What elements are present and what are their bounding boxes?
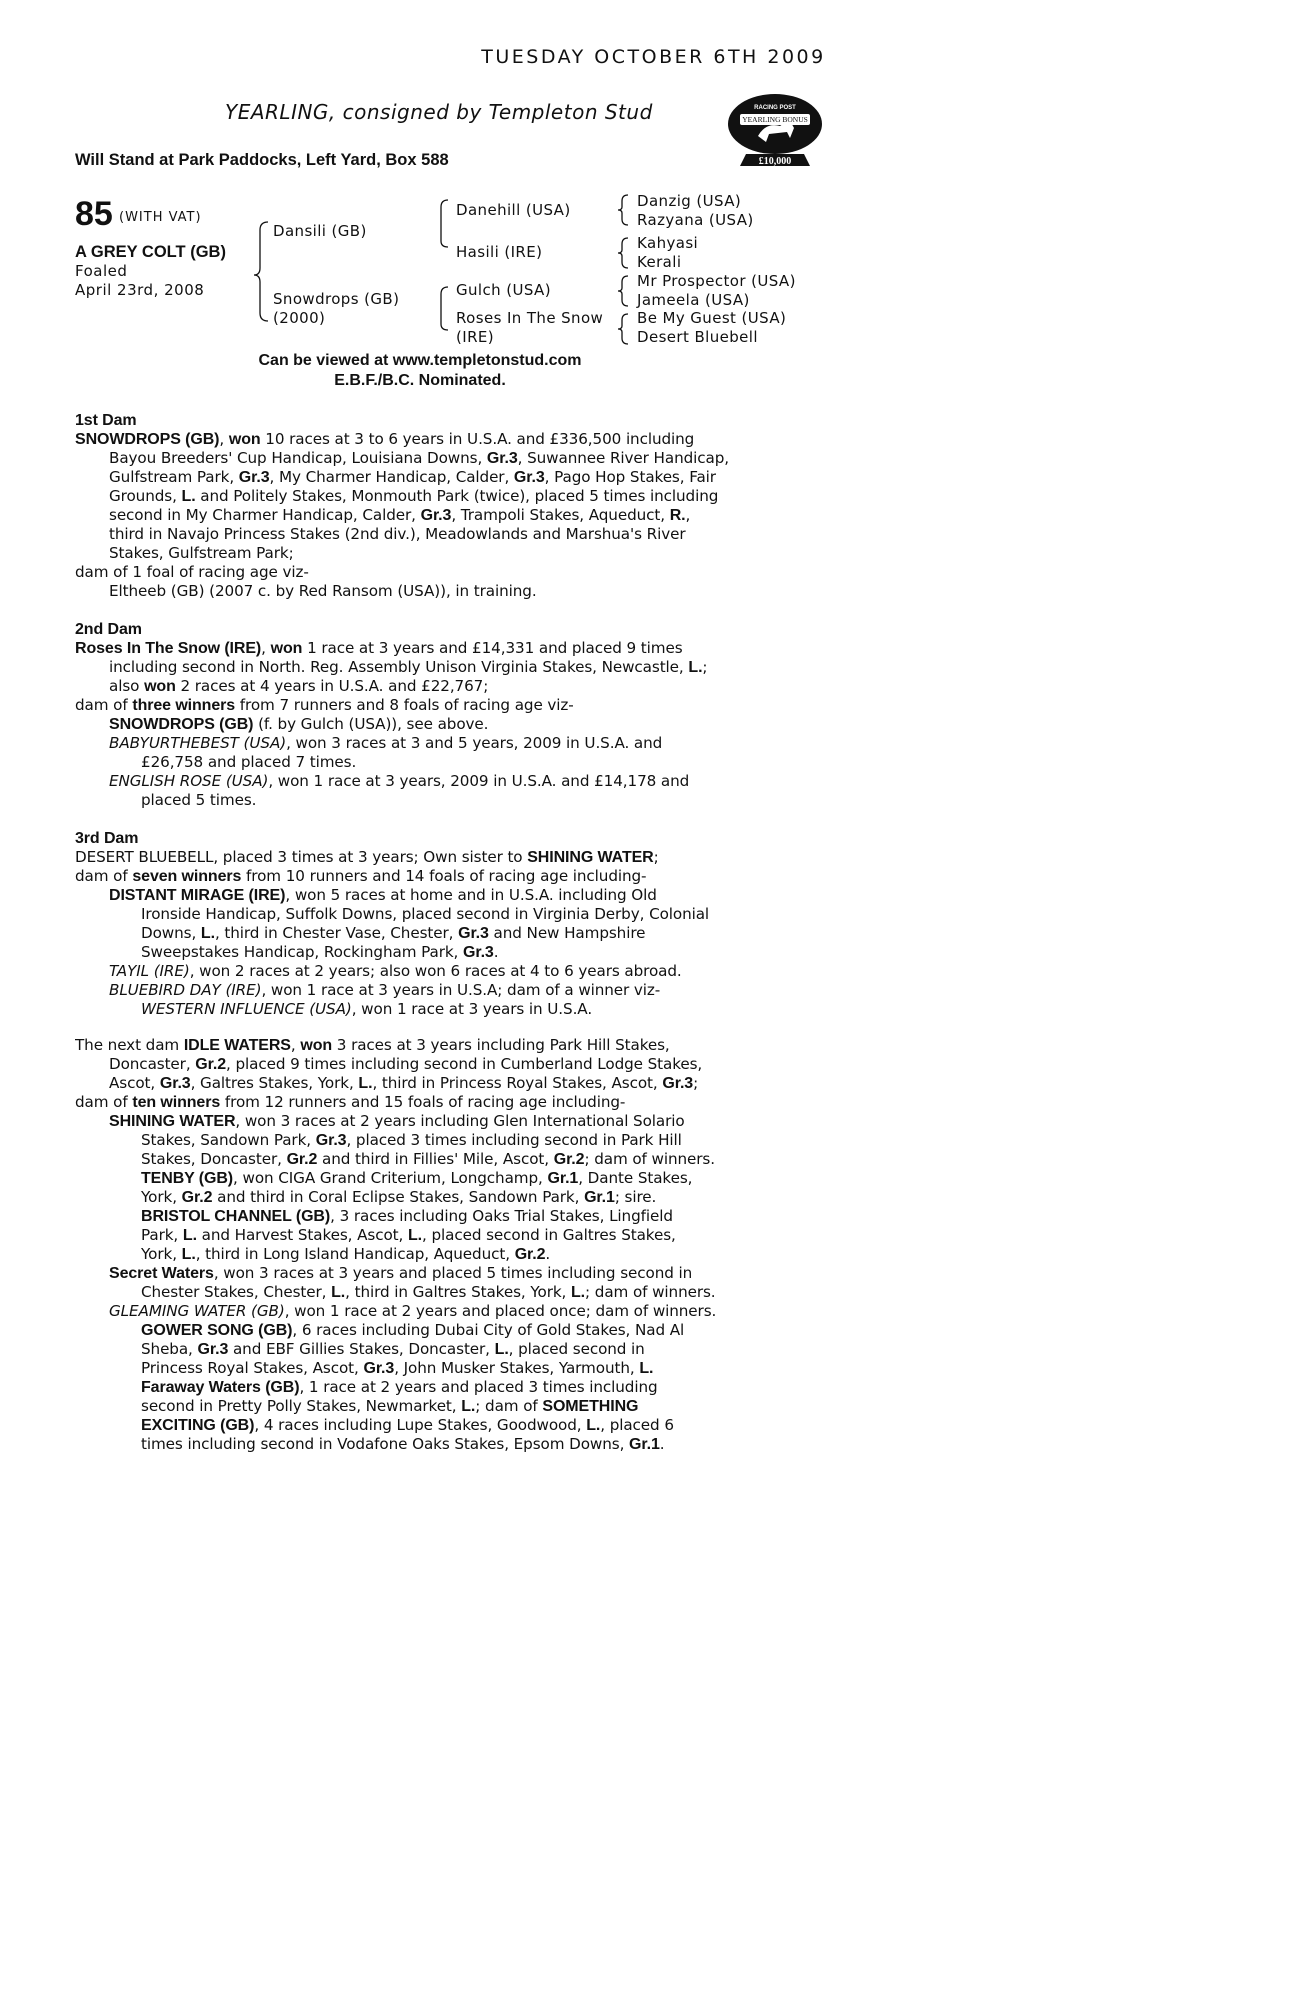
text-run: , 3 races including Oaks Trial Stakes, Lingfield [330,1207,673,1225]
text-line [75,449,755,468]
dam2-heading: 2nd Dam [75,621,142,638]
text-run: , Trampoli Stakes, Aqueduct, [451,506,670,524]
section-dam1 [75,411,755,601]
text-run: 10 races at 3 to 6 years in U.S.A. and £336,500 including [260,430,695,448]
text-run: Gulfstream Park, [109,468,239,486]
bold-text: won [270,640,303,657]
dam1-heading: 1st Dam [75,412,137,429]
foaled-label: Foaled [75,262,128,280]
text-run: ; [693,1074,699,1092]
text-line [75,658,755,677]
bold-text: SHINING WATER [527,849,654,866]
section-dam3 [75,829,755,1019]
pedigree-dsd: Jameela (USA) [637,291,750,309]
bold-text: won [228,431,261,448]
text-run: , won 1 race at 3 years, 2009 in U.S.A. and £14,178 and [268,772,690,790]
pedigree-sdd: Kerali [637,253,682,271]
text-run: , won 1 race at 3 years in U.S.A. [351,1000,593,1018]
bold-text: SHINING WATER [109,1113,236,1130]
text-run: , third in Galtres Stakes, York, [345,1283,571,1301]
text-run: , placed 3 times including second in Park Hill [346,1131,682,1149]
pedigree-sire: Dansili (GB) [273,222,367,240]
text-run: placed 5 times. [141,791,257,809]
text-line [75,1264,755,1283]
pedigree-sds: Kahyasi [637,234,699,252]
text-run: Stakes, Sandown Park, [141,1131,316,1149]
text-run: ; dam of [475,1397,543,1415]
text-run: from 7 runners and 8 foals of racing age viz- [235,696,574,714]
text-line [75,1359,755,1378]
text-line [75,1226,755,1245]
text-run: dam of [75,696,133,714]
text-run: Bayou Breeders' Cup Handicap, Louisiana Downs, [109,449,487,467]
text-line [75,848,755,867]
bold-text: Gr.3 [363,1360,395,1377]
text-line [75,1000,755,1019]
text-line [75,867,755,886]
next-dam-lines [75,1036,755,1454]
text-run: Princess Royal Stakes, Ascot, [141,1359,364,1377]
text-run: Ironside Handicap, Suffolk Downs, placed second in Virginia Derby, Colonial [141,905,710,923]
bold-text: Secret Waters [109,1265,214,1282]
text-run: including second in North. Reg. Assembly Unison Virginia Stakes, Newcastle, [109,658,689,676]
lot-number: 85 [75,195,113,233]
section-next-dam [75,1036,755,1454]
text-run: , won 1 race at 3 years in U.S.A; dam of a winner viz- [261,981,661,999]
text-run: , placed second in [508,1340,645,1358]
text-run: ; dam of winners. [585,1283,716,1301]
pedigree-dam-dam: Roses In The Snow [456,309,604,327]
text-run: and Harvest Stakes, Ascot, [196,1226,408,1244]
text-line [75,1283,755,1302]
italic-text: BLUEBIRD DAY (IRE) [109,981,262,999]
text-line [75,1169,755,1188]
text-run: York, [141,1245,182,1263]
pedigree-ddd: Desert Bluebell [637,328,758,346]
text-line [75,582,755,601]
italic-text: BABYURTHEBEST (USA) [109,734,287,752]
bold-text: won [300,1037,333,1054]
text-run: from 12 runners and 15 foals of racing age including- [220,1093,626,1111]
bold-text: L. [200,925,215,942]
italic-text: GLEAMING WATER (GB) [109,1302,285,1320]
pedigree-sire-sire: Danehill (USA) [456,201,571,219]
text-line [75,772,755,791]
bold-text: GOWER SONG (GB) [141,1322,293,1339]
text-run: , won CIGA Grand Criterium, Longchamp, [233,1169,548,1187]
text-line [75,1397,755,1416]
bold-text: Gr.3 [486,450,518,467]
text-run: and EBF Gillies Stakes, Doncaster, [228,1340,495,1358]
text-run: 2 races at 4 years in U.S.A. and £22,767; [175,677,489,695]
text-line [75,1340,755,1359]
dam2-lines [75,639,755,810]
bold-text: R. [669,507,686,524]
text-run: , third in Long Island Handicap, Aqueduct, [195,1245,515,1263]
bold-text: Gr.2 [514,1246,546,1263]
bold-text: DISTANT MIRAGE (IRE) [109,887,286,904]
text-run: second in My Charmer Handicap, Calder, [109,506,421,524]
badge-amount-text: £10,000 [758,156,792,167]
bold-text: L. [181,488,196,505]
bold-text: L. [407,1227,423,1244]
text-line [75,1188,755,1207]
text-run: Downs, [141,924,201,942]
bold-text: Gr.1 [584,1189,615,1206]
text-run: ; [702,658,708,676]
text-run: . [659,1435,665,1453]
bold-text: Roses In The Snow (IRE) [75,640,262,657]
bold-text: won [144,678,176,695]
bold-text: Gr.3 [238,469,270,486]
text-run: , John Musker Stakes, Yarmouth, [394,1359,640,1377]
bold-text: SOMETHING [542,1398,639,1415]
text-run: York, [141,1188,182,1206]
bold-text: L. [494,1341,509,1358]
text-run: and third in Coral Eclipse Stakes, Sandown Park, [212,1188,585,1206]
bold-text: SNOWDROPS (GB) [75,431,220,448]
text-run: The next dam [75,1036,184,1054]
pedigree-dam-year: (2000) [273,309,326,327]
text-run: Ascot, [109,1074,160,1092]
consignor-line: YEARLING, consigned by Templeton Stud [225,100,653,124]
text-run: , [290,1036,301,1054]
italic-text: WESTERN INFLUENCE (USA) [141,1000,352,1018]
bold-text: Gr.3 [513,469,545,486]
pedigree-sire-dam: Hasili (IRE) [456,243,543,261]
bold-text: SNOWDROPS (GB) [109,716,254,733]
text-line [75,715,755,734]
stand-location: Will Stand at Park Paddocks, Left Yard, Box 588 [75,151,449,169]
text-line [75,1093,755,1112]
text-line [75,943,755,962]
bold-text: L. [461,1398,476,1415]
text-run: , won 3 races at 3 and 5 years, 2009 in U.S.A. and [286,734,663,752]
bold-text: L. [358,1075,373,1092]
text-line [75,791,755,810]
text-run: Grounds, [109,487,182,505]
section-dam2 [75,620,755,810]
text-line [75,506,755,525]
bold-text: Gr.3 [315,1132,347,1149]
text-run: , [219,430,229,448]
website-note: Can be viewed at www.templetonstud.com [258,352,582,369]
text-run: and New Hampshire [488,924,646,942]
text-run: , 6 races including Dubai City of Gold Stakes, Nad Al [292,1321,685,1339]
bold-text: Gr.3 [197,1341,229,1358]
text-line [75,525,755,544]
text-line [75,1207,755,1226]
bold-text: ten winners [132,1094,221,1111]
text-line [75,1131,755,1150]
text-run: , Dante Stakes, [578,1169,693,1187]
text-run: (f. by Gulch (USA)), see above. [253,715,489,733]
bold-text: L. [331,1284,346,1301]
text-line [75,1055,755,1074]
dam3-lines [75,848,755,1019]
text-line [75,677,755,696]
pedigree-sss: Danzig (USA) [637,192,742,210]
text-line [75,1302,755,1321]
nomination-note: E.B.F./B.C. Nominated. [334,372,506,389]
text-run: ; sire. [614,1188,657,1206]
italic-text: TAYIL (IRE) [109,962,190,980]
bold-text: three winners [132,697,236,714]
pedigree-dss: Mr Prospector (USA) [637,272,796,290]
text-line [75,563,755,582]
bold-text: L. [181,1246,196,1263]
foaled-date: April 23rd, 2008 [75,281,205,299]
text-line [75,886,755,905]
bold-text: L. [571,1284,586,1301]
text-run: dam of 1 foal of racing age viz- [75,563,309,581]
text-line [75,1112,755,1131]
text-run: Chester Stakes, Chester, [141,1283,332,1301]
text-line [75,1435,755,1454]
bold-text: L. [586,1417,601,1434]
text-line [75,1245,755,1264]
text-run: , Suwannee River Handicap, [517,449,729,467]
text-line [75,753,755,772]
bold-text: Gr.2 [195,1056,227,1073]
text-line [75,1036,755,1055]
text-run: 1 race at 3 years and £14,331 and placed 9 times [302,639,683,657]
text-line [75,487,755,506]
text-run: dam of [75,867,133,885]
text-run: DESERT BLUEBELL, placed 3 times at 3 years; Own sister to [75,848,528,866]
bold-text: TENBY (GB) [141,1170,234,1187]
text-run: dam of [75,1093,133,1111]
badge-top-text: RACING POST [754,105,796,111]
text-line [75,981,755,1000]
text-line [75,905,755,924]
bold-text: Gr.3 [458,925,489,942]
bold-text: L. [182,1227,197,1244]
pedigree-dds: Be My Guest (USA) [637,309,787,327]
dam1-lines [75,430,755,601]
bold-text: Gr.1 [547,1170,579,1187]
lot-description: A GREY COLT (GB) [75,243,226,261]
text-line [75,924,755,943]
text-line [75,962,755,981]
text-run: , won 1 race at 2 years and placed once; dam of winners. [284,1302,717,1320]
text-run: . [493,943,499,961]
bold-text: Gr.3 [463,944,494,961]
text-run: , 4 races including Lupe Stakes, Goodwood, [254,1416,587,1434]
pedigree-dam: Snowdrops (GB) [273,290,400,308]
text-run: 3 races at 3 years including Park Hill Stakes, [332,1036,670,1054]
bold-text: seven winners [132,868,242,885]
text-run: , won 5 races at home and in U.S.A. including Old [285,886,657,904]
bold-text: IDLE WATERS [183,1037,291,1054]
text-run: , third in Princess Royal Stakes, Ascot, [372,1074,663,1092]
text-run: , 1 race at 2 years and placed 3 times including [299,1378,658,1396]
text-run: , placed 6 [600,1416,674,1434]
bold-text: Gr.3 [159,1075,191,1092]
text-run: , Galtres Stakes, York, [190,1074,359,1092]
dam3-heading: 3rd Dam [75,830,139,847]
text-run: Doncaster, [109,1055,196,1073]
text-line [75,1416,755,1435]
text-run: , placed 9 times including second in Cumberland Lodge Stakes, [226,1055,703,1073]
bold-text: L. [639,1360,654,1377]
text-run: Park, [141,1226,183,1244]
text-line [75,468,755,487]
pedigree-dam-dam-country: (IRE) [456,328,495,346]
text-run: and third in Fillies' Mile, Ascot, [317,1150,554,1168]
bold-text: Gr.2 [553,1151,585,1168]
text-run: , My Charmer Handicap, Calder, [269,468,514,486]
bold-text: EXCITING (GB) [141,1417,255,1434]
bold-text: Gr.3 [420,507,452,524]
text-run: , won 3 races at 3 years and placed 5 times including second in [213,1264,693,1282]
bold-text: BRISTOL CHANNEL (GB) [141,1208,331,1225]
sale-date: TUESDAY OCTOBER 6TH 2009 [481,46,826,68]
text-run: , won 2 races at 2 years; also won 6 races at 4 to 6 years abroad. [189,962,682,980]
text-run: . [545,1245,551,1263]
badge-mid-text: YEARLING BONUS [742,115,808,124]
text-run: , third in Chester Vase, Chester, [214,924,459,942]
text-line [75,639,755,658]
bold-text: Gr.2 [181,1189,213,1206]
text-run: , [685,506,691,524]
text-line [75,1150,755,1169]
text-run: times including second in Vodafone Oaks Stakes, Epsom Downs, [141,1435,630,1453]
pedigree-ssd: Razyana (USA) [637,211,754,229]
text-line [75,734,755,753]
text-line [75,430,755,449]
text-run: , [261,639,271,657]
italic-text: ENGLISH ROSE (USA) [109,772,269,790]
text-line [75,1321,755,1340]
text-run: , Pago Hop Stakes, Fair [544,468,716,486]
text-run: ; dam of winners. [584,1150,715,1168]
text-run: second in Pretty Polly Stakes, Newmarket, [141,1397,462,1415]
bold-text: Gr.1 [629,1436,660,1453]
bold-text: Faraway Waters (GB) [141,1379,300,1396]
text-run: also [109,677,145,695]
bold-text: L. [688,659,703,676]
text-line [75,1378,755,1397]
text-run: from 10 runners and 14 foals of racing age including- [241,867,647,885]
text-run: £26,758 and placed 7 times. [141,753,357,771]
text-run: Sheba, [141,1340,198,1358]
text-run: Eltheeb (GB) (2007 c. by Red Ransom (USA)), in training. [109,582,537,600]
text-line [75,544,755,563]
text-run: third in Navajo Princess Stakes (2nd div.), Meadowlands and Marshua's River [109,525,686,543]
text-line [75,1074,755,1093]
text-run: Sweepstakes Handicap, Rockingham Park, [141,943,463,961]
text-run: ; [653,848,659,866]
text-run: , placed second in Galtres Stakes, [422,1226,676,1244]
text-run: Stakes, Doncaster, [141,1150,287,1168]
text-run: , won 3 races at 2 years including Glen International Solario [235,1112,685,1130]
text-line [75,696,755,715]
vat-note: (WITH VAT) [119,210,202,225]
bold-text: Gr.3 [662,1075,694,1092]
bold-text: Gr.2 [286,1151,318,1168]
text-run: and Politely Stakes, Monmouth Park (twice), placed 5 times including [195,487,719,505]
pedigree-dam-sire: Gulch (USA) [456,281,551,299]
text-run: Stakes, Gulfstream Park; [109,544,294,562]
